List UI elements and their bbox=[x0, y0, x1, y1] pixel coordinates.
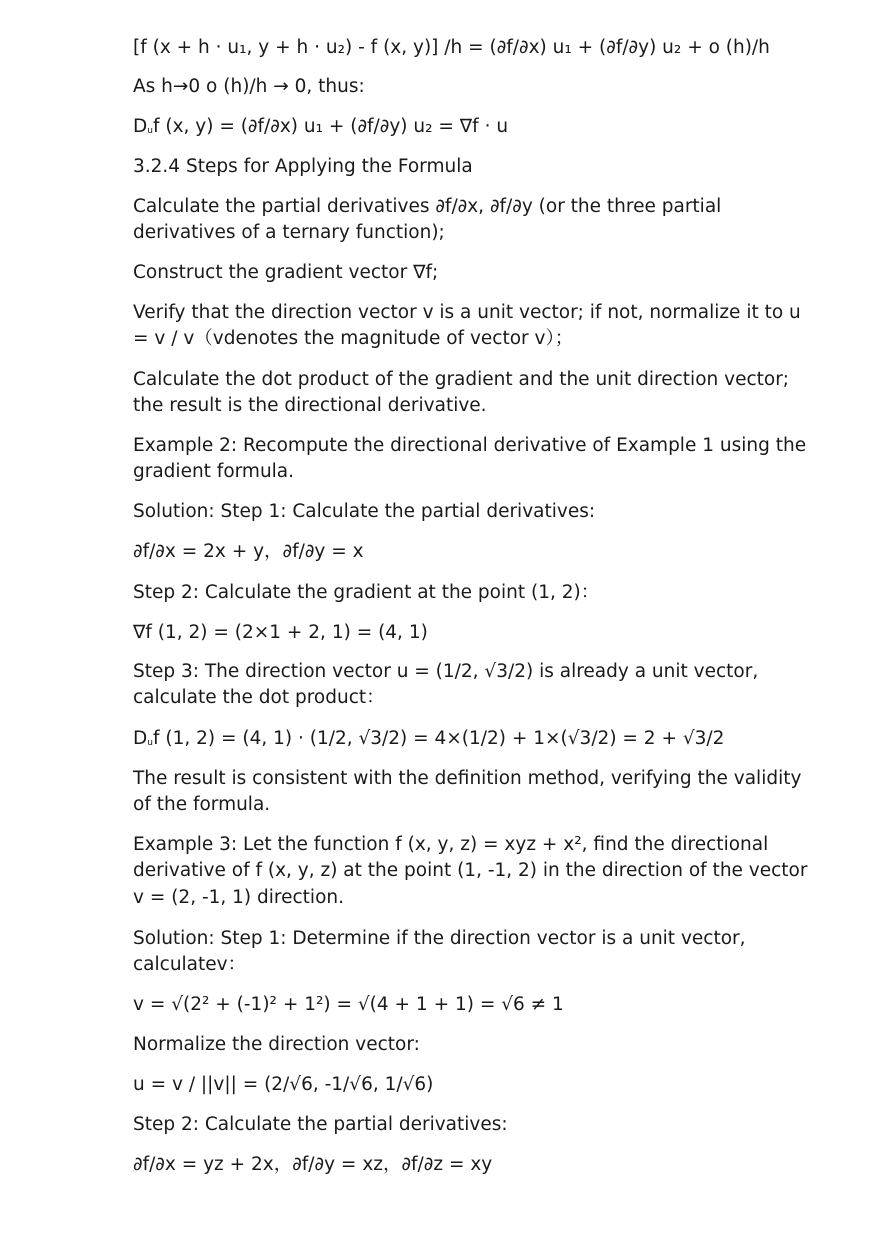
example-3-line-1: Example 3: Let the function f (x, y, z) = xyz + x², find the directional bbox=[133, 834, 769, 855]
example-3-magnitude: v = √(2² + (-1)² + 1²) = √(4 + 1 + 1) = √6 ≠ 1 bbox=[133, 994, 564, 1015]
example-3-partials: ∂f/∂x = yz + 2x，∂f/∂y = xz，∂f/∂z = xy bbox=[133, 1154, 493, 1175]
example-2-step-3-line-1: Step 3: The direction vector u = (1/2, √3/2) is already a unit vector, bbox=[133, 661, 759, 682]
example-3-step-2: Step 2: Calculate the partial derivatives: bbox=[133, 1114, 508, 1135]
d-symbol: D bbox=[133, 116, 148, 137]
equation-difference-quotient: [f (x + h · u₁, y + h · u₂) - f (x, y)] /h = (∂f/∂x) u₁ + (∂f/∂y) u₂ + o (h)/h bbox=[133, 37, 770, 58]
example-2-conclusion-line-1: The result is consistent with the definition method, verifying the validity bbox=[133, 768, 802, 789]
example-3-unit-vector: u = v / ||v|| = (2/√6, -1/√6, 1/√6) bbox=[133, 1074, 434, 1095]
example-2-gradient-value: ∇f (1, 2) = (2×1 + 2, 1) = (4, 1) bbox=[133, 622, 428, 643]
example-3-solution-line-2: calculatev： bbox=[133, 954, 247, 975]
step-dot-product-line-1: Calculate the dot product of the gradient and the unit direction vector; bbox=[133, 369, 790, 390]
example-3-normalize-label: Normalize the direction vector: bbox=[133, 1034, 420, 1055]
step-dot-product-line-2: the result is the directional derivative. bbox=[133, 395, 487, 416]
example-2-line-1: Example 2: Recompute the directional derivative of Example 1 using the bbox=[133, 435, 807, 456]
example-2-step-2: Step 2: Calculate the gradient at the point (1, 2)： bbox=[133, 582, 600, 603]
example-2-partials: ∂f/∂x = 2x + y，∂f/∂y = x bbox=[133, 541, 364, 562]
equation-directional-derivative-gradient bbox=[133, 114, 758, 145]
equation-body: f (x, y) = (∂f/∂x) u₁ + (∂f/∂y) u₂ = ∇f · u bbox=[152, 116, 509, 137]
equation-body: f (1, 2) = (4, 1) · (1/2, √3/2) = 4×(1/2) + 1×(√3/2) = 2 + √3/2 bbox=[152, 728, 725, 749]
example-3-line-2: derivative of f (x, y, z) at the point (1, -1, 2) in the direction of the vector bbox=[133, 860, 808, 881]
section-heading: 3.2.4 Steps for Applying the Formula bbox=[133, 156, 473, 177]
u-subscript: u bbox=[147, 126, 153, 136]
d-symbol: D bbox=[133, 728, 148, 749]
step-normalize-line-1: Verify that the direction vector v is a unit vector; if not, normalize it to u bbox=[133, 302, 801, 323]
example-2-line-2: gradient formula. bbox=[133, 461, 295, 482]
step-partial-derivatives-line-2: derivatives of a ternary function); bbox=[133, 222, 445, 243]
step-normalize-line-2: = v / v（vdenotes the magnitude of vector v）； bbox=[133, 328, 574, 349]
step-partial-derivatives-line-1: Calculate the partial derivatives ∂f/∂x, ∂f/∂y (or the three partial bbox=[133, 196, 722, 217]
step-gradient-vector: Construct the gradient vector ∇f; bbox=[133, 262, 439, 283]
example-3-solution-line-1: Solution: Step 1: Determine if the direction vector is a unit vector, bbox=[133, 928, 746, 949]
example-2-conclusion-line-2: of the formula. bbox=[133, 794, 271, 815]
example-2-step-3-line-2: calculate the dot product： bbox=[133, 687, 385, 708]
limit-statement: As h→0 o (h)/h → 0, thus: bbox=[133, 76, 365, 97]
example-3-line-3: v = (2, -1, 1) direction. bbox=[133, 887, 344, 908]
u-subscript: u bbox=[147, 738, 153, 748]
example-2-solution-step-1: Solution: Step 1: Calculate the partial derivatives: bbox=[133, 501, 596, 522]
example-2-result-equation bbox=[133, 726, 758, 757]
